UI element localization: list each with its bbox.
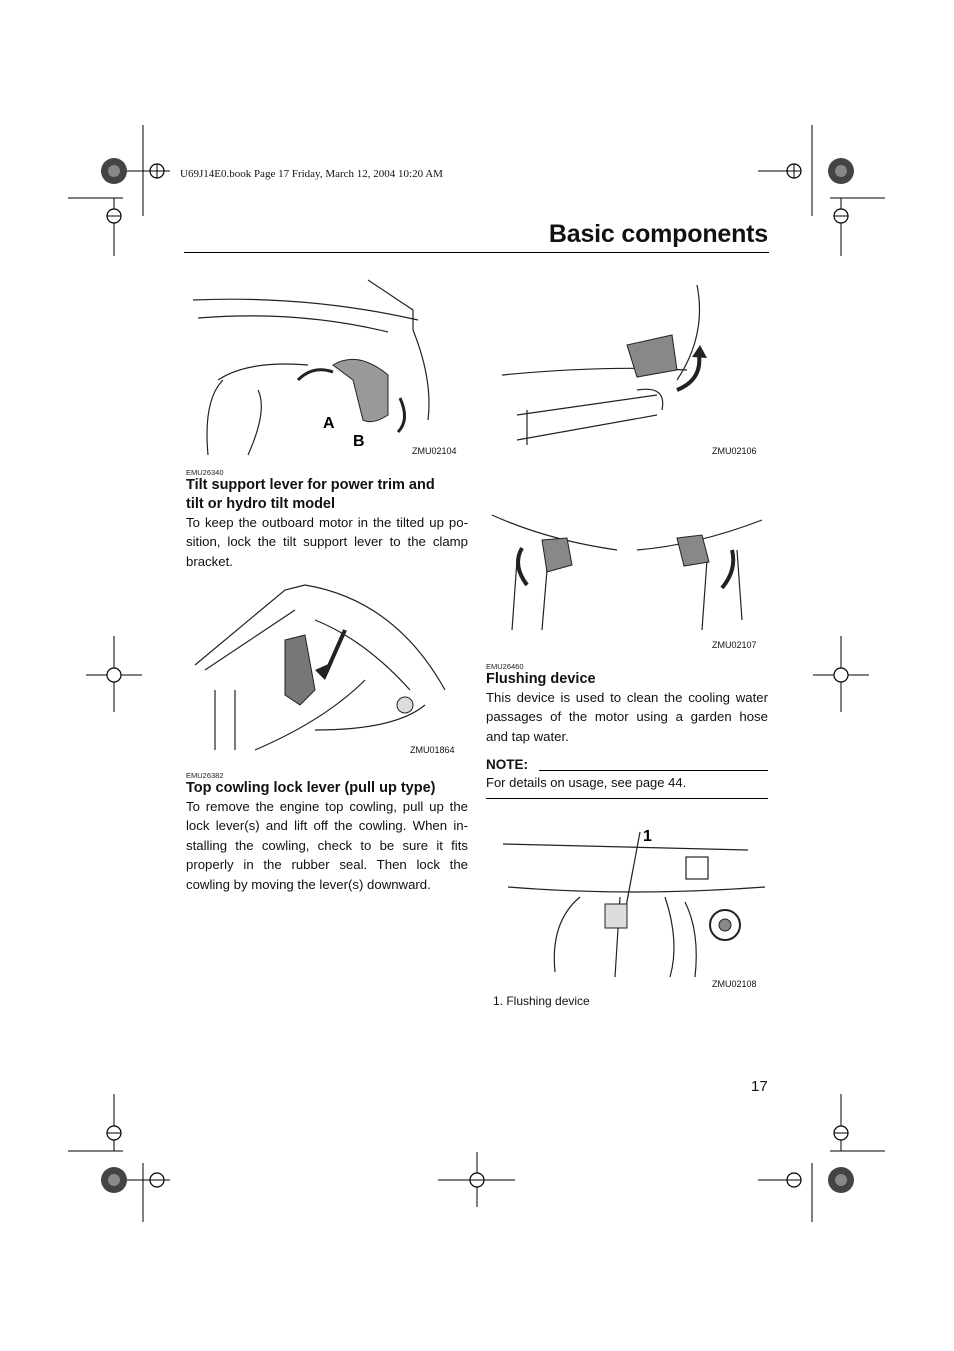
fig4-code: ZMU02107: [712, 640, 757, 650]
fig5-caption: 1. Flushing device: [493, 994, 590, 1008]
section3-code: EMU26460: [486, 662, 524, 671]
section2-body-line: properly in the rubber seal. Then lock the: [186, 857, 468, 873]
section1-body-line: To keep the outboard motor in the tilted up po-: [186, 515, 468, 530]
figure-tilt-lever: [188, 280, 468, 460]
section2-body-line: cowling by moving the lever(s) downward.: [186, 876, 431, 892]
note-text: For details on usage, see page 44.: [486, 775, 687, 790]
title-divider: [184, 252, 769, 253]
section1-body: [186, 513, 468, 571]
section2-body-line: lock lever(s) and lift off the cowling. When in-: [186, 818, 468, 834]
fig2-code: ZMU01864: [410, 745, 455, 755]
fig3-code: ZMU02106: [712, 446, 757, 456]
figure-flushing-device: [500, 822, 768, 982]
page-number: 17: [751, 1078, 768, 1095]
note-top-rule: [539, 770, 768, 771]
section2-body: [186, 797, 468, 894]
section1-heading-line2: tilt or hydro tilt model: [186, 496, 336, 512]
section1-code: EMU26340: [186, 468, 224, 477]
section2-body-line: To remove the engine top cowling, pull up the: [186, 799, 468, 814]
fig1-code: ZMU02104: [412, 446, 457, 456]
section3-body-line: and tap water.: [486, 728, 569, 744]
fig5-callout: 1: [643, 828, 652, 845]
section2-body-line: stalling the cowling, check to be sure it fits: [186, 837, 468, 853]
figure-cowling-lever-pair: [487, 510, 767, 635]
section2-heading: Top cowling lock lever (pull up type): [186, 780, 436, 796]
section3-body-line: This device is used to clean the cooling water: [486, 690, 768, 705]
figure-cowling-lever-up: [487, 285, 767, 455]
page-title: Basic components: [548, 220, 768, 248]
note-bottom-rule: [486, 798, 768, 799]
section3-body: [486, 688, 768, 746]
section1-body-line: sition, lock the tilt support lever to the clamp: [186, 534, 468, 550]
section1-body-line: bracket.: [186, 553, 233, 569]
section3-heading: Flushing device: [486, 671, 596, 687]
fig1-label-b: B: [353, 433, 365, 450]
section2-code: EMU26382: [186, 771, 224, 780]
note-label: NOTE:: [486, 757, 528, 772]
book-info-header: U69J14E0.book Page 17 Friday, March 12, 2004 10:20 AM: [180, 168, 443, 180]
figure-cowling-lock: [195, 580, 468, 750]
section3-body-line: passages of the motor using a garden hose: [486, 709, 768, 725]
fig1-label-a: A: [323, 415, 335, 432]
section1-heading-line1: Tilt support lever for power trim and: [186, 477, 435, 493]
section1-heading: [186, 476, 471, 514]
fig5-code: ZMU02108: [712, 979, 757, 989]
